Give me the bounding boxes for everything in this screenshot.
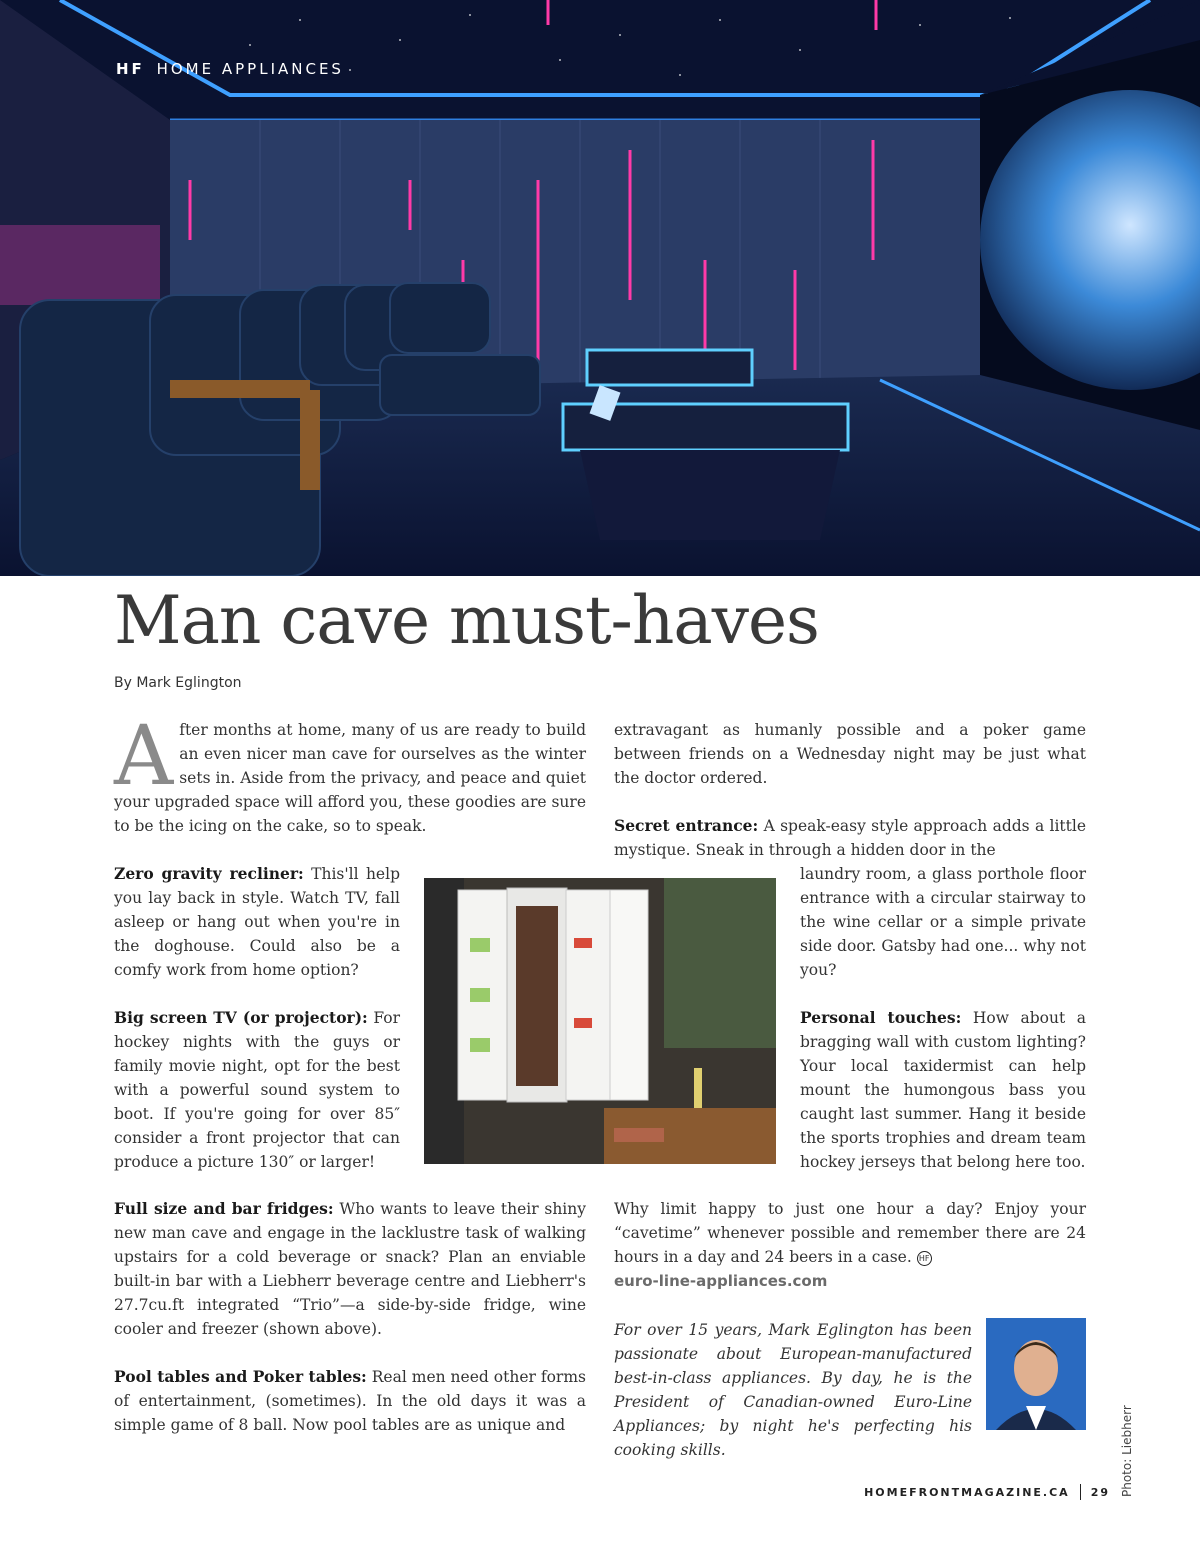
intro-text: fter months at home, many of us are ready to build an even nicer man cave for ourselves as the winter sets in. Aside from the privacy, and peace and quiet your upgraded space will afford you, these goodies are sure to be the icing on the cake, so to speak. [114,721,586,835]
recliner-heading: Zero gravity recliner: [114,864,304,883]
fridge-photo [424,878,776,1164]
author-bio: For over 15 years, Mark Eglington has been passionate about European-manufactured best-in-class appliances. By day, he is the President of Canadian-owned Euro-Line Appliances; by night he's perfecting his cooking skills. [614,1321,972,1459]
left-bottom-column [114,1197,586,1461]
byline: By Mark Eglington [114,675,242,691]
secret-text-start: A speak-easy style approach adds a little mystique. Sneak in through a hidden door in the [614,817,1086,859]
photo-credit: Photo: Liebherr [1120,1405,1134,1497]
headshot-illustration [986,1318,1086,1430]
author-headshot [986,1318,1086,1430]
section-tag [116,60,344,78]
end-mark-icon: HF [917,1251,932,1266]
right-top-column [614,718,1086,814]
fridge-heading: Full size and bar fridges: [114,1199,334,1218]
right-narrow-column [800,862,1086,1198]
secret-paragraph [614,814,1086,862]
tv-paragraph [114,1006,400,1174]
closing-text: Why limit happy to just one hour a day? Enjoy your “cavetime” whenever possible and remember there are 24 hours in a day and 24 beers in a case. [614,1200,1086,1266]
tv-heading: Big screen TV (or projector): [114,1008,368,1027]
section-tag-name: HOME APPLIANCES [156,60,344,78]
personal-heading: Personal touches: [800,1008,962,1027]
website-link[interactable]: euro-line-appliances.com [614,1272,828,1290]
left-narrow-column [114,862,400,1198]
footer-site: HOMEFRONTMAGAZINE.CA [864,1485,1070,1499]
home-theatre-illustration [0,0,1200,576]
recliner-text: This'll help you lay back in style. Watch TV, fall asleep or hang out when you're in the doghouse. Could also be a comfy work from home option? [114,865,400,979]
hero-photo-home-theatre [0,0,1200,576]
pool-paragraph [114,1365,586,1437]
liebherr-trio-illustration [424,878,776,1164]
page-number: 29 [1090,1485,1110,1499]
footer-divider [1080,1484,1081,1500]
page-footer [864,1484,1110,1500]
secret-heading: Secret entrance: [614,816,759,835]
tv-text: For hockey nights with the guys or family movie night, opt for the best with a powerful sound system to boot. If you're going for over 85″ consider a front projector that can produce a picture 130″ or larger! [114,1009,401,1171]
pool-text: Real men need other forms of entertainment, (sometimes). In the old days it was a simple game of 8 ball. Now pool tables are as unique and [114,1368,586,1434]
article-title: Man cave must-haves [114,582,819,659]
secret-text-cont: laundry room, a glass porthole floor entrance with a circular stairway to the wine cellar or a simple private side door. Gatsby had one... why not you? [800,865,1086,979]
recliner-paragraph [114,862,400,982]
pool-heading: Pool tables and Poker tables: [114,1367,367,1386]
closing-paragraph [614,1197,1086,1293]
fridge-paragraph [114,1197,586,1341]
section-tag-bold: HF [116,60,145,78]
personal-paragraph [800,1006,1086,1174]
fridge-text: Who wants to leave their shiny new man cave and engage in the lacklustre task of walking upstairs for a cold beverage or snack? Plan an enviable built-in bar with a Liebherr beverage centre and Liebherr's 27.7cu.ft integrated “Trio”—a side-by-side fridge, wine cooler and freezer (shown above). [114,1200,586,1338]
pool-continued: extravagant as humanly possible and a poker game between friends on a Wednesday night may be just what the doctor ordered. [614,721,1086,787]
intro-paragraph [114,709,586,862]
drop-cap: A [114,709,174,804]
personal-text: How about a bragging wall with custom lighting? Your local taxidermist can help mount the humongous bass you caught last summer. Hang it beside the sports trophies and dream team hockey jerseys that belong here too. [800,1009,1086,1171]
